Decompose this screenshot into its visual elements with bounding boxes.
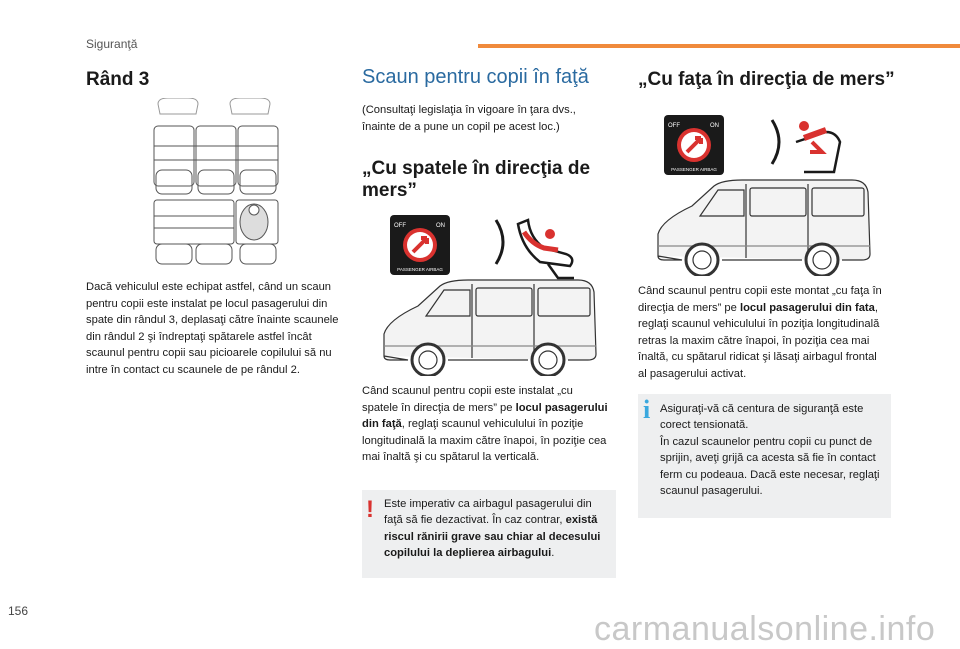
svg-text:PASSENGER AIRBAG: PASSENGER AIRBAG [671,167,717,172]
section-label: Siguranţă [86,37,138,51]
svg-text:PASSENGER AIRBAG: PASSENGER AIRBAG [397,267,443,272]
info-line-1: Asiguraţi-vă că centura de siguranţă este corect tensionată. [660,403,864,432]
page-number: 156 [8,604,29,618]
svg-text:OFF: OFF [394,223,406,229]
rear-facing-child-seat-pictogram [488,212,578,282]
accent-bar [478,44,960,48]
forward-facing-child-seat-pictogram [764,112,856,184]
van-side-view-forward-facing [652,176,874,276]
rear-facing-paragraph-end: , reglaţi scaunul vehiculului în poziţie longitudinală la maxim către înapoi, în poziţie cea mai înaltă şi cu spătarul la verticală. [362,418,607,464]
info-icon: i [643,395,651,424]
warning-text-start: Este imperativ ca airbagul pasagerului din faţă să fie dezactivat. În caz contrar, [384,498,592,527]
rear-facing-paragraph-emphasis: locul pasagerului din faţă [362,401,608,431]
van-side-view-rear-facing [378,276,600,376]
legislation-note: (Consultaţi legislaţia în vigoare în ţara dvs., înainte de a pune un copil pe acest loc.) [362,104,576,133]
row3-paragraph: Dacă vehiculul este echipat astfel, când un scaun pentru copii este instalat pe locul pasagerului din spate din rândul 3, deplasaţi către înainte scaunele din rândul 2 şi îndreptaţi spătarele astfel încât scaunul pentru copii sau picioarele copilului să nu intre în contact cu scaunele de pe rândul 2. [86,281,339,376]
warning-text-emphasis: există riscul rănirii grave sau chiar al decesului copilului la deplierea airbagului [384,514,601,560]
row3-seats-diagram [150,98,282,268]
passenger-airbag-on-label [664,115,724,175]
forward-facing-title: „Cu faţa în direcţia de mers” [638,69,895,90]
forward-facing-paragraph [638,283,888,383]
front-child-seat-title: Scaun pentru copii în faţă [362,66,589,88]
row3-title: Rând 3 [86,69,150,90]
rear-facing-paragraph-start: Când scaunul pentru copii este instalat „cu spatele în direcţia de mers” pe [362,385,573,414]
svg-text:ON: ON [436,223,445,229]
watermark: carmanualsonline.info [594,610,936,648]
rear-facing-paragraph [362,383,610,466]
passenger-airbag-off-label [390,215,450,275]
forward-facing-paragraph-start: Când scaunul pentru copii este montat „cu faţa în direcţia de mers” pe [638,285,882,314]
info-line-2: În cazul scaunelor pentru copii cu punct de sprijin, aveţi grijă ca acesta să fie în contact ferm cu podeaua. Dacă este necesar, reglaţi scaunul pasagerului. [660,435,880,498]
svg-text:OFF: OFF [668,123,680,129]
warning-icon: ! [366,496,374,523]
seatbelt-info-text [660,401,882,499]
svg-text:ON: ON [710,123,719,129]
rear-facing-subtitle: „Cu spatele în direcţia de mers” [362,158,591,201]
forward-facing-paragraph-end: , reglaţi scaunul vehiculului în poziţia longitudinală retras la maxim către înapoi, în poziţia cea mai înaltă, cu spătarul ridicat şi lăsaţi airbagul frontal al pasagerului activat. [638,301,880,380]
warning-text-end: . [551,547,555,560]
airbag-warning-box [362,490,616,578]
airbag-warning-text [384,496,608,562]
seatbelt-info-box [638,394,891,518]
forward-facing-paragraph-emphasis: locul pasagerului din fata [739,301,875,314]
